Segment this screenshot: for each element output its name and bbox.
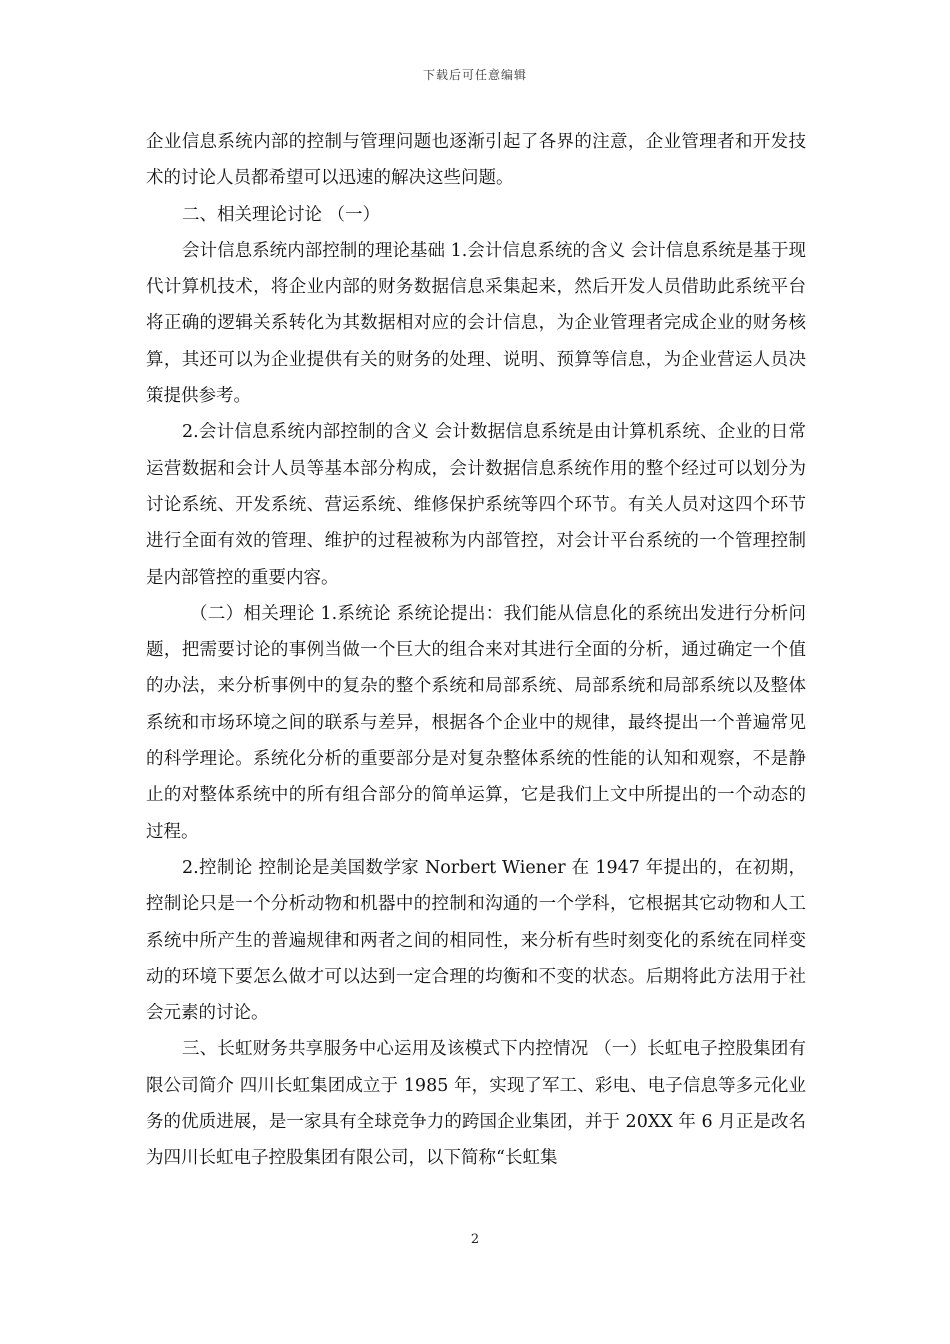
paragraph-internal-control: 2.会计信息系统内部控制的含义 会计数据信息系统是由计算机系统、企业的日常运营数据和会计人员等基本部分构成，会计数据信息系统作用的整个经过可以划分为讨论系统、开发系统、营运系统、维修保护系统等四个环节。有关人员对这四个环节进行全面有效的管理、维护的过程被称为内部管控，对会计平台系统的一个管理控制是内部管控的重要内容。 bbox=[146, 422, 806, 588]
page-header: 下载后可任意编辑 bbox=[422, 68, 527, 82]
section-heading-three: 三、长虹财务共享服务中心运用及该模式下内控情况 （一）长虹电子控股集团有限公司简介 四川长虹集团成立于 1985 年，实现了军工、彩电、电子信息等多元化业务的优质进展，是一家具有全球竞争力的跨国企业集团，并于 20XX 年 6 月正是改名为四川长虹电子控股集团有限公司，以下简称“长虹集 bbox=[146, 1039, 806, 1169]
page-number: 2 bbox=[470, 1232, 480, 1247]
paragraph-intro: 企业信息系统内部的控制与管理问题也逐渐引起了各界的注意，企业管理者和开发技术的讨论人员都希望可以迅速的解决这些问题。 bbox=[146, 132, 806, 189]
paragraph-system-theory: （二）相关理论 1.系统论 系统论提出：我们能从信息化的系统出发进行分析问题，把需要讨论的事例当做一个巨大的组合来对其进行全面的分析，通过确定一个值的办法，来分析事例中的复杂的整个系统和局部系统、局部系统和局部系统以及整体系统和市场环境之间的联系与差异，根据各个企业中的规律，最终提出一个普遍常见的科学理论。系统化分析的重要部分是对复杂整体系统的性能的认知和观察，不是静止的对整体系统中的所有组合部分的简单运算，它是我们上文中所提出的一个动态的过程。 bbox=[146, 603, 806, 842]
paragraph-control-theory: 2.控制论 控制论是美国数学家 Norbert Wiener 在 1947 年提出的，在初期，控制论只是一个分析动物和机器中的控制和沟通的一个学科，它根据其它动物和人工系统中所产生的普遍规律和两者之间的相同性，来分析有些时刻变化的系统在同样变动的环境下要怎么做才可以达到一定合理的均衡和不变的状态。后期将此方法用于社会元素的讨论。 bbox=[146, 857, 806, 1024]
paragraph-accounting-info-system: 会计信息系统内部控制的理论基础 1.会计信息系统的含义 会计信息系统是基于现代计算机技术，将企业内部的财务数据信息采集起来，然后开发人员借助此系统平台将正确的逻辑关系转化为其数据相对应的会计信息，为企业管理者完成企业的财务核算，其还可以为企业提供有关的财务的处理、说明、预算等信息，为企业营运人员决策提供参考。 bbox=[146, 240, 806, 407]
document-body bbox=[146, 124, 806, 1177]
section-heading-two: 二、相关理论讨论 （一） bbox=[182, 204, 381, 225]
